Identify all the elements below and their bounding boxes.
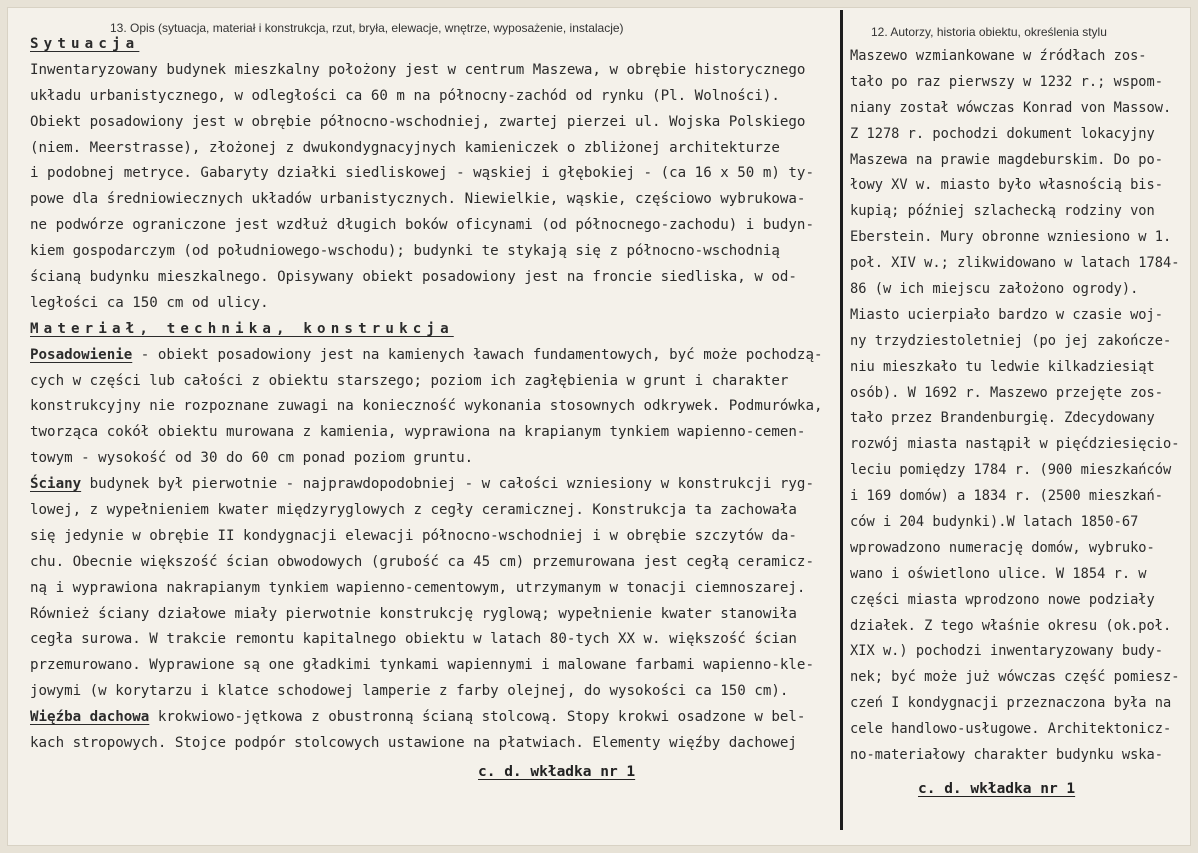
- text-line: poł. XIV w.; zlikwidowano w latach 1784-: [850, 255, 1180, 272]
- text-line: Maszewa na prawie magdeburskim. Do po-: [850, 151, 1164, 168]
- heading-material-technika-konstrukcja: Materiał, technika, konstrukcja: [30, 320, 454, 337]
- document-sheet: [8, 8, 1190, 845]
- text-line: no-materiałowy charakter budynku wska-: [850, 747, 1164, 764]
- text-line: ległości ca 150 cm od ulicy.: [30, 294, 269, 311]
- text-line: tało przez Brandenburgię. Zdecydowany: [850, 410, 1155, 427]
- text-line: Inwentaryzowany budynek mieszkalny położony jest w centrum Maszewa, w obrębie historycznego: [30, 61, 806, 78]
- text-line: niany został wówczas Konrad von Massow.: [850, 99, 1172, 116]
- text-line: towym - wysokość od 30 do 60 cm ponad poziom gruntu.: [30, 450, 474, 467]
- text-line: ną i wyprawiona nakrapianym tynkiem wapienno-cementowym, utrzymanym w tonacji ciemnoszarej.: [30, 579, 806, 596]
- wiezba-first-line: Więźba dachowa krokwiowo-jętkowa z obustronną ścianą stolcową. Stopy krokwi osadzone w bel-: [30, 709, 806, 726]
- text-line: ścianą budynku mieszkalnego. Opisywany obiekt posadowiony jest na froncie siedliska, w od-: [30, 269, 797, 286]
- text-line: Eberstein. Mury obronne wzniesiono w 1.: [850, 229, 1172, 246]
- text-line: Maszewo wzmiankowane w źródłach zos-: [850, 48, 1147, 64]
- text-line: lowej, z wypełnieniem kwater międzyryglowych z cegły ceramicznej. Konstrukcja ta zachowała: [30, 502, 797, 519]
- text-line: Z 1278 r. pochodzi dokument lokacyjny: [850, 125, 1155, 142]
- text-line: osób). W 1692 r. Maszewo przejęte zos-: [850, 384, 1164, 401]
- text-line: ny trzydziestoletniej (po jej zakończe-: [850, 332, 1172, 349]
- section-12-header: 12. Autorzy, historia obiektu, określenia stylu: [871, 25, 1107, 39]
- text-line: 86 (w ich miejscu założono ogrody).: [850, 281, 1139, 298]
- text-line: kach stropowych. Stojce podpór stolcowych ustawione na płatwiach. Elementy więźby dachowej: [30, 735, 797, 752]
- text-line: niu mieszkało tu ledwie kilkadziesiąt: [850, 358, 1155, 375]
- text-line: powe dla średniowiecznych układów urbanistycznych. Niewielkie, wąskie, częściowo wybrukowa-: [30, 191, 806, 208]
- heading-sytuacja: Sytuacja: [30, 36, 140, 52]
- text-line: i podobnej metryce. Gabaryty działki siedliskowej - wąskiej i głębokiej - (ca 16 x 50 m) ty-: [30, 165, 814, 182]
- sciany-paragraph: [30, 498, 838, 705]
- text-line: chu. Obecnie większość ścian obwodowych (grubość ca 45 cm) przemurowana jest cegłą ceramicz-: [30, 553, 814, 570]
- sciany-label: Ściany: [30, 476, 82, 493]
- text-line: Również ściany działowe miały pierwotnie konstrukcję ryglową; wypełnienie kwater stanowiła: [30, 605, 797, 622]
- text-line: wano i oświetlono ulice. W 1854 r. w: [850, 565, 1147, 582]
- text-line: wprowadzono numerację domów, wybruko-: [850, 539, 1155, 556]
- sytuacja-paragraph: [30, 58, 838, 317]
- text-line: cele handlowo-usługowe. Architektonicz-: [850, 721, 1172, 738]
- text-line: tworząca cokół obiektu murowana z kamienia, wyprawiona na krapianym tynkiem wapienno-cemen-: [30, 424, 806, 441]
- text-line: układu urbanistycznego, w odległości ca 60 m na północny-zachód od rynku (Pl. Wolności).: [30, 87, 780, 104]
- text-line: Miasto ucierpiało bardzo w czasie woj-: [850, 306, 1164, 323]
- wiezba-paragraph: [30, 731, 838, 757]
- text-line: łowy XV w. miasto było własnością bis-: [850, 177, 1164, 194]
- text-line: (niem. Meerstrasse), złożonej z dwukondygnacyjnych kamieniczek o zbliżonej architekturze: [30, 139, 780, 156]
- text-line: rozwój miasta nastąpił w pięćdziesięcio-: [850, 436, 1180, 453]
- text-line: Obiekt posadowiony jest w obrębie północno-wschodniej, zwartej pierzei ul. Wojska Polskiego: [30, 113, 806, 130]
- text-line: cych w części lub całości z obiektu starszego; poziom ich zagłębienia w grunt i charakter: [30, 372, 789, 389]
- continuation-note-left: c. d. wkładka nr 1: [478, 764, 636, 780]
- text-line: czeń I kondygnacji przeznaczona była na: [850, 695, 1172, 712]
- column-divider: [840, 10, 843, 830]
- posadowienie-label: Posadowienie: [30, 346, 133, 363]
- history-column: [850, 44, 1185, 769]
- text-line: cegła surowa. W trakcie remontu kapitalnego obiektu w latach 80-tych XX w. większość ścian: [30, 631, 797, 648]
- posadowienie-paragraph: [30, 369, 838, 473]
- description-column: [30, 32, 838, 757]
- text-line: kiem gospodarczym (od południowego-wschodu); budynki te stykają się z północno-wschodnią: [30, 243, 780, 260]
- text-line: działek. Z tego właśnie okresu (ok.poł.: [850, 617, 1172, 634]
- sciany-first-line: Ściany budynek był pierwotnie - najprawdopodobniej - w całości wzniesiony w konstrukcji ryg-: [30, 476, 814, 493]
- text-line: XIX w.) pochodzi inwentaryzowany budy-: [850, 643, 1164, 660]
- text-line: jowymi (w korytarzu i klatce schodowej lamperie z farby olejnej, do wysokości ca 150 cm).: [30, 683, 789, 700]
- text-line: nek; być może już wówczas część pomiesz-: [850, 669, 1180, 686]
- history-paragraph: [850, 44, 1185, 769]
- wiezba-label: Więźba dachowa: [30, 709, 150, 726]
- posadowienie-first-line: Posadowienie - obiekt posadowiony jest na kamienych ławach fundamentowych, być może pochodzą-: [30, 346, 823, 363]
- text-line: kupią; później szlachecką rodziny von: [850, 203, 1155, 220]
- text-line: tało po raz pierwszy w 1232 r.; wspom-: [850, 73, 1164, 90]
- text-line: ców i 204 budynki).W latach 1850-67: [850, 514, 1139, 531]
- continuation-note-right: c. d. wkładka nr 1: [918, 781, 1076, 797]
- section-13-header: 13. Opis (sytuacja, materiał i konstrukcja, rzut, bryła, elewacje, wnętrze, wyposażenie, instalacje): [110, 21, 624, 35]
- text-line: konstrukcyjny nie rozpoznane zuwagi na konieczność wykonania stosownych odkrywek. Podmurówka,: [30, 398, 823, 415]
- text-line: części miasta wprodzono nowe podziały: [850, 591, 1155, 608]
- text-line: ne podwórze ograniczone jest wzdłuż długich boków oficynami (od północnego-zachodu) i budyn-: [30, 217, 814, 234]
- text-line: leciu pomiędzy 1784 r. (900 mieszkańców: [850, 462, 1172, 479]
- text-line: przemurowano. Wyprawione są one gładkimi tynkami wapiennymi i malowane farbami wapienno-kle-: [30, 657, 814, 674]
- text-line: się jedynie w obrębie II kondygnacji elewacji północno-wschodniej i w obrębie szczytów da-: [30, 527, 797, 544]
- text-line: i 169 domów) a 1834 r. (2500 mieszkań-: [850, 488, 1164, 505]
